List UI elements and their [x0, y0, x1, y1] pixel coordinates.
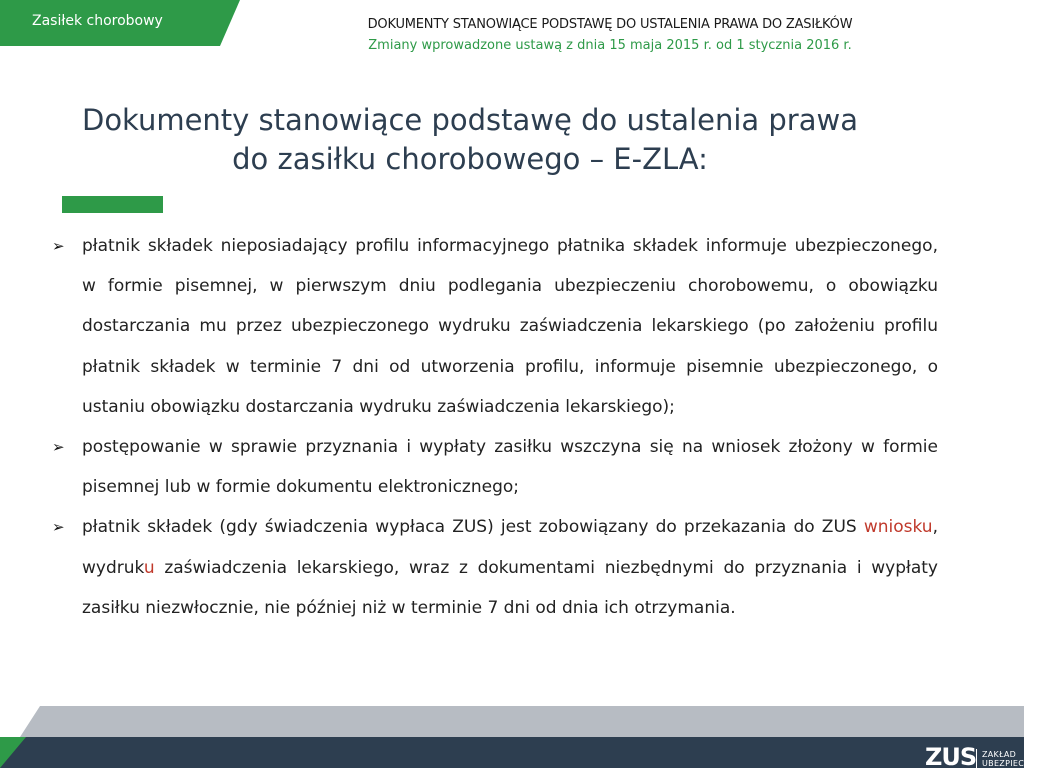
title-accent-bar: [62, 196, 163, 213]
zus-logo: ZUS: [925, 743, 977, 771]
logo-caption-line2: UBEZPIECZEŃ: [982, 759, 1042, 768]
header-title: DOKUMENTY STANOWIĄCE PODSTAWĘ DO USTALENIA PRAWA DO ZASIŁKÓW: [367, 17, 853, 32]
bullet-list: [52, 226, 938, 628]
list-item: [52, 226, 938, 427]
list-item-text: postępowanie w sprawie przyznania i wypłaty zasiłku wszczyna się na wniosek złożony w formie pisemnej lub w formie dokumentu elektronicznego;: [82, 437, 938, 498]
slide-title: [60, 101, 880, 179]
arrow-bullet-icon: ➢: [52, 438, 65, 457]
highlight-text: wniosku: [863, 517, 933, 538]
list-item-text-part: zaświadczenia lekarskiego, wraz z dokumentami niezbędnymi do przyznania i wypłaty zasiłku niezwłocznie, nie później niż w terminie 7 dni od dnia ich otrzymania.: [82, 557, 938, 618]
list-item: [52, 427, 938, 507]
logo-divider: [976, 749, 977, 768]
slide-title-line1: Dokumenty stanowiące podstawę do ustalenia prawa: [81, 103, 858, 137]
arrow-bullet-icon: ➢: [52, 518, 65, 537]
logo-caption-line1: ZAKŁAD: [982, 750, 1017, 759]
list-item-text-part: , wydruk: [82, 517, 938, 578]
header-subtitle: Zmiany wprowadzone ustawą z dnia 15 maja 2015 r. od 1 stycznia 2016 r.: [368, 38, 852, 53]
slide-title-line2: do zasiłku chorobowego – E-ZLA:: [232, 142, 708, 176]
footer-band-navy: [0, 737, 1024, 771]
section-tab-label: Zasiłek chorobowy: [32, 13, 163, 29]
arrow-bullet-icon: ➢: [52, 237, 65, 255]
highlight-text: u: [143, 557, 155, 578]
list-item: [52, 507, 938, 628]
list-item-text: [82, 517, 938, 617]
logo-caption: [982, 750, 1042, 768]
list-item-text-part: płatnik składek (gdy świadczenia wypłaca ZUS) jest zobowiązany do przekazania do ZUS: [82, 517, 864, 538]
list-item-text: płatnik składek nieposiadający profilu informacyjnego płatnika składek informuje ubezpieczonego, w formie pisemnej, w pierwszym dniu podlegania ubezpieczeniu chorobowemu, o obowiązku dostarczania mu przez ubezpieczonego wydruku zaświadczenia lekarskiego (po założeniu profilu płatnik składek w terminie 7 dni od utworzenia profilu, informuje pisemnie ubezpieczonego, o ustaniu obowiązku dostarczania wydruku zaświadczenia lekarskiego);: [82, 236, 938, 417]
